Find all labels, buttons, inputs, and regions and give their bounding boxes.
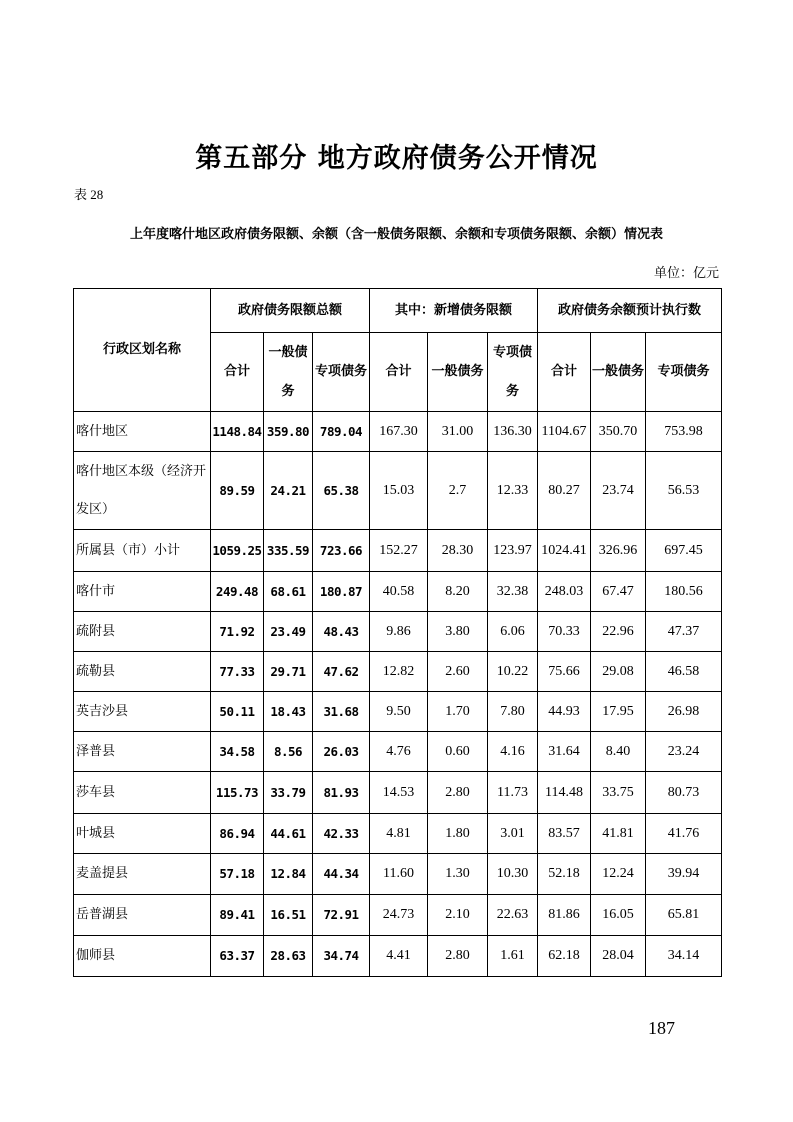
- table-row: [74, 412, 722, 452]
- debt-table: [73, 288, 722, 977]
- value-cell: 114.48: [538, 772, 591, 814]
- region-name: 疏附县: [74, 612, 211, 652]
- value-cell: 34.74: [313, 936, 370, 977]
- region-name: 喀什地区本级（经济开发区）: [74, 452, 211, 530]
- value-cell: 12.82: [370, 652, 428, 692]
- value-cell: 32.38: [488, 572, 538, 612]
- value-cell: 70.33: [538, 612, 591, 652]
- value-cell: 26.03: [313, 732, 370, 772]
- value-cell: 723.66: [313, 530, 370, 572]
- value-cell: 326.96: [591, 530, 646, 572]
- value-cell: 9.50: [370, 692, 428, 732]
- subheader-2: 专项债务: [313, 333, 370, 412]
- value-cell: 40.58: [370, 572, 428, 612]
- value-cell: 46.58: [646, 652, 722, 692]
- region-name: 岳普湖县: [74, 895, 211, 936]
- value-cell: 4.41: [370, 936, 428, 977]
- value-cell: 1104.67: [538, 412, 591, 452]
- region-name: 疏勒县: [74, 652, 211, 692]
- value-cell: 6.06: [488, 612, 538, 652]
- value-cell: 65.38: [313, 452, 370, 530]
- value-cell: 2.80: [428, 936, 488, 977]
- value-cell: 75.66: [538, 652, 591, 692]
- value-cell: 44.34: [313, 854, 370, 895]
- table-row: [74, 572, 722, 612]
- subheader-1: 一般债务: [264, 333, 313, 412]
- value-cell: 17.95: [591, 692, 646, 732]
- value-cell: 33.79: [264, 772, 313, 814]
- table-row: [74, 814, 722, 854]
- value-cell: 86.94: [211, 814, 264, 854]
- value-cell: 1.30: [428, 854, 488, 895]
- region-name: 麦盖提县: [74, 854, 211, 895]
- table-row: [74, 652, 722, 692]
- value-cell: 8.20: [428, 572, 488, 612]
- value-cell: 28.30: [428, 530, 488, 572]
- value-cell: 31.00: [428, 412, 488, 452]
- value-cell: 1024.41: [538, 530, 591, 572]
- value-cell: 16.05: [591, 895, 646, 936]
- region-name: 莎车县: [74, 772, 211, 814]
- value-cell: 33.75: [591, 772, 646, 814]
- subheader-7: 一般债务: [591, 333, 646, 412]
- value-cell: 48.43: [313, 612, 370, 652]
- value-cell: 23.49: [264, 612, 313, 652]
- subheader-5: 专项债务: [488, 333, 538, 412]
- value-cell: 180.87: [313, 572, 370, 612]
- table-number: 表 28: [74, 187, 104, 202]
- header-group-balance: 政府债务余额预计执行数: [538, 289, 722, 333]
- subheader-6: 合计: [538, 333, 591, 412]
- region-name: 所属县（市）小计: [74, 530, 211, 572]
- value-cell: 1.80: [428, 814, 488, 854]
- region-name: 英吉沙县: [74, 692, 211, 732]
- value-cell: 789.04: [313, 412, 370, 452]
- value-cell: 4.16: [488, 732, 538, 772]
- value-cell: 72.91: [313, 895, 370, 936]
- value-cell: 3.80: [428, 612, 488, 652]
- value-cell: 47.62: [313, 652, 370, 692]
- value-cell: 335.59: [264, 530, 313, 572]
- header-name: 行政区划名称: [74, 289, 211, 412]
- value-cell: 81.86: [538, 895, 591, 936]
- region-name: 叶城县: [74, 814, 211, 854]
- table-row: [74, 612, 722, 652]
- value-cell: 24.73: [370, 895, 428, 936]
- table-row: [74, 530, 722, 572]
- unit-label: 单位：亿元: [653, 266, 719, 281]
- value-cell: 1.61: [488, 936, 538, 977]
- table-row: [74, 452, 722, 530]
- value-cell: 2.60: [428, 652, 488, 692]
- table-row: [74, 895, 722, 936]
- value-cell: 3.01: [488, 814, 538, 854]
- table-title: 上年度喀什地区政府债务限额、余额（含一般债务限额、余额和专项债务限额、余额）情况表: [129, 227, 663, 242]
- value-cell: 15.03: [370, 452, 428, 530]
- subheader-4: 一般债务: [428, 333, 488, 412]
- value-cell: 359.80: [264, 412, 313, 452]
- region-name: 伽师县: [74, 936, 211, 977]
- value-cell: 753.98: [646, 412, 722, 452]
- value-cell: 65.81: [646, 895, 722, 936]
- value-cell: 697.45: [646, 530, 722, 572]
- table-row: [74, 732, 722, 772]
- value-cell: 80.73: [646, 772, 722, 814]
- value-cell: 31.68: [313, 692, 370, 732]
- value-cell: 12.24: [591, 854, 646, 895]
- value-cell: 68.61: [264, 572, 313, 612]
- value-cell: 4.81: [370, 814, 428, 854]
- value-cell: 89.59: [211, 452, 264, 530]
- value-cell: 12.33: [488, 452, 538, 530]
- value-cell: 180.56: [646, 572, 722, 612]
- value-cell: 9.86: [370, 612, 428, 652]
- value-cell: 29.71: [264, 652, 313, 692]
- value-cell: 34.14: [646, 936, 722, 977]
- value-cell: 1148.84: [211, 412, 264, 452]
- value-cell: 248.03: [538, 572, 591, 612]
- value-cell: 2.7: [428, 452, 488, 530]
- table-row: [74, 772, 722, 814]
- page-title: 第五部分 地方政府债务公开情况: [195, 143, 598, 174]
- value-cell: 44.93: [538, 692, 591, 732]
- value-cell: 71.92: [211, 612, 264, 652]
- page-number: 187: [648, 1018, 675, 1038]
- value-cell: 10.22: [488, 652, 538, 692]
- value-cell: 2.80: [428, 772, 488, 814]
- value-cell: 22.96: [591, 612, 646, 652]
- value-cell: 11.73: [488, 772, 538, 814]
- value-cell: 50.11: [211, 692, 264, 732]
- value-cell: 11.60: [370, 854, 428, 895]
- value-cell: 10.30: [488, 854, 538, 895]
- region-name: 喀什市: [74, 572, 211, 612]
- value-cell: 8.56: [264, 732, 313, 772]
- value-cell: 47.37: [646, 612, 722, 652]
- value-cell: 52.18: [538, 854, 591, 895]
- value-cell: 44.61: [264, 814, 313, 854]
- value-cell: 12.84: [264, 854, 313, 895]
- value-cell: 31.64: [538, 732, 591, 772]
- value-cell: 67.47: [591, 572, 646, 612]
- table-row: [74, 854, 722, 895]
- value-cell: 14.53: [370, 772, 428, 814]
- table-row: [74, 692, 722, 732]
- subheader-0: 合计: [211, 333, 264, 412]
- value-cell: 80.27: [538, 452, 591, 530]
- value-cell: 4.76: [370, 732, 428, 772]
- value-cell: 28.63: [264, 936, 313, 977]
- region-name: 喀什地区: [74, 412, 211, 452]
- value-cell: 115.73: [211, 772, 264, 814]
- header-group-new-limit: 其中：新增债务限额: [370, 289, 538, 333]
- value-cell: 89.41: [211, 895, 264, 936]
- value-cell: 42.33: [313, 814, 370, 854]
- value-cell: 57.18: [211, 854, 264, 895]
- value-cell: 7.80: [488, 692, 538, 732]
- value-cell: 56.53: [646, 452, 722, 530]
- value-cell: 22.63: [488, 895, 538, 936]
- value-cell: 123.97: [488, 530, 538, 572]
- header-group-limit-total: 政府债务限额总额: [211, 289, 370, 333]
- value-cell: 29.08: [591, 652, 646, 692]
- value-cell: 152.27: [370, 530, 428, 572]
- value-cell: 23.74: [591, 452, 646, 530]
- subheader-3: 合计: [370, 333, 428, 412]
- value-cell: 63.37: [211, 936, 264, 977]
- value-cell: 34.58: [211, 732, 264, 772]
- value-cell: 2.10: [428, 895, 488, 936]
- value-cell: 81.93: [313, 772, 370, 814]
- value-cell: 41.81: [591, 814, 646, 854]
- value-cell: 77.33: [211, 652, 264, 692]
- subheader-8: 专项债务: [646, 333, 722, 412]
- value-cell: 26.98: [646, 692, 722, 732]
- table-row: [74, 936, 722, 977]
- value-cell: 18.43: [264, 692, 313, 732]
- value-cell: 249.48: [211, 572, 264, 612]
- value-cell: 16.51: [264, 895, 313, 936]
- value-cell: 39.94: [646, 854, 722, 895]
- value-cell: 28.04: [591, 936, 646, 977]
- value-cell: 41.76: [646, 814, 722, 854]
- value-cell: 23.24: [646, 732, 722, 772]
- value-cell: 24.21: [264, 452, 313, 530]
- value-cell: 62.18: [538, 936, 591, 977]
- region-name: 泽普县: [74, 732, 211, 772]
- value-cell: 1.70: [428, 692, 488, 732]
- value-cell: 350.70: [591, 412, 646, 452]
- value-cell: 83.57: [538, 814, 591, 854]
- value-cell: 8.40: [591, 732, 646, 772]
- value-cell: 136.30: [488, 412, 538, 452]
- value-cell: 167.30: [370, 412, 428, 452]
- value-cell: 1059.25: [211, 530, 264, 572]
- value-cell: 0.60: [428, 732, 488, 772]
